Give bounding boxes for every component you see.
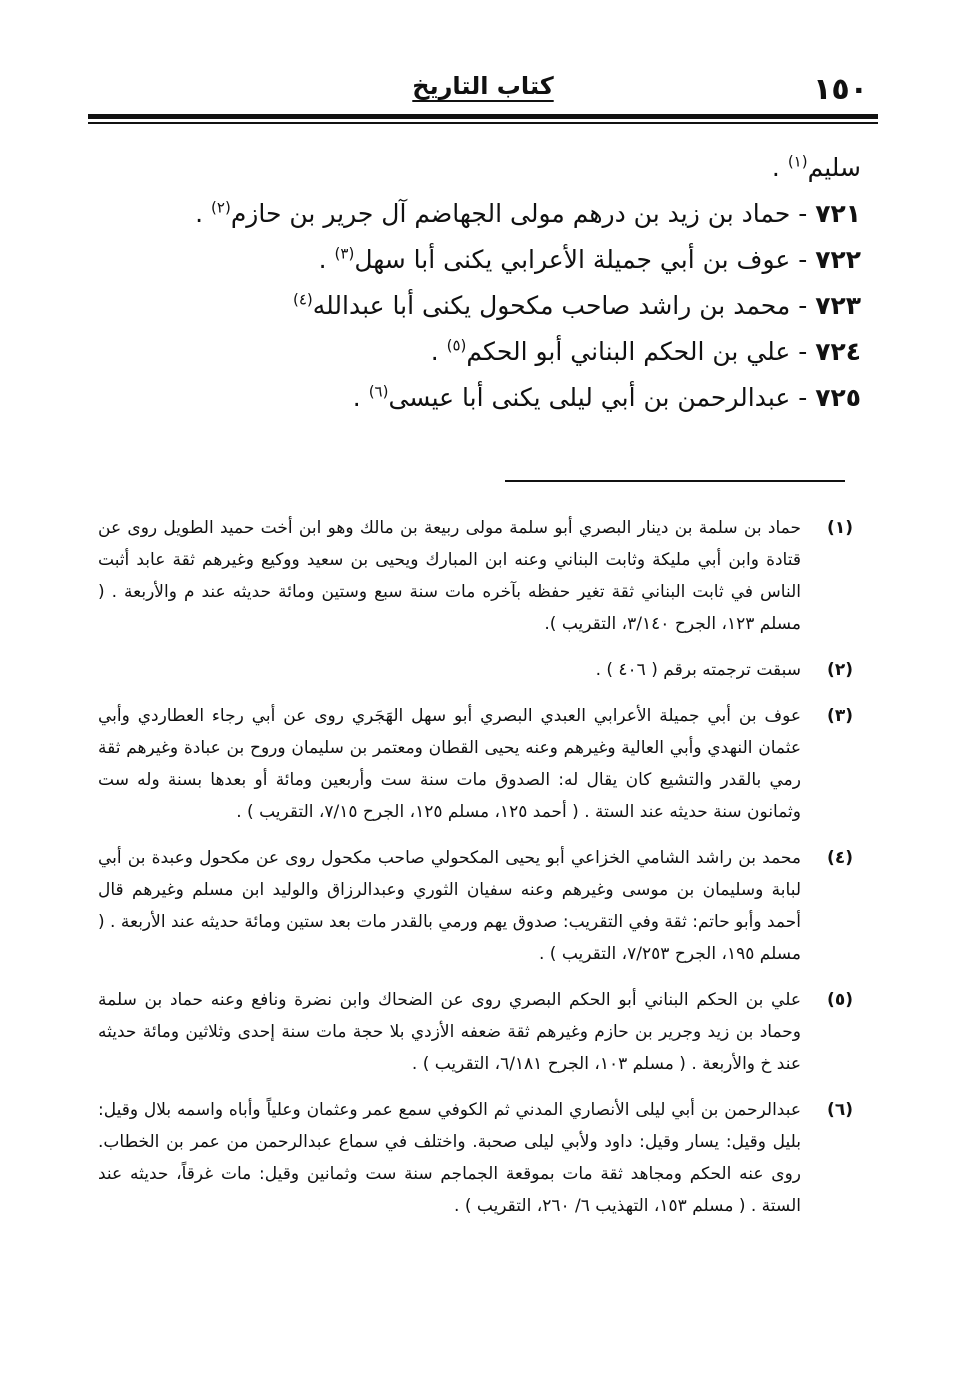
entry-number: ٧٢١ [815,199,861,228]
page-header [88,68,878,118]
footnote-ref: (١) [787,152,808,171]
entry-725 [161,375,861,421]
footnote-ref: (٥) [446,336,467,355]
footnote-2 [98,654,853,686]
header-rule [88,114,878,119]
entry-number: ٧٢٣ [815,291,861,320]
entry-tail: . [195,199,212,228]
entry-text: - محمد بن راشد صاحب مكحول يكنى أبا عبدالله [312,291,816,320]
entry-text: - حماد بن زيد بن درهم مولى الجهاضم آل جرير بن حازم [230,199,816,228]
footnote-ref: (٢) [211,198,231,217]
entry-text: سليم [807,153,861,182]
header-rule-thin [88,122,878,124]
entry-number: ٧٢٥ [815,383,861,412]
footnote-ref: (٣) [334,244,355,263]
entry-text: - عبدالرحمن بن أبي ليلى يكنى أبا عيسى [388,383,816,412]
footnote-marker: (٦) [827,1100,853,1120]
footnote-marker: (٥) [827,990,853,1010]
footnote-text: محمد بن راشد الشامي الخزاعي أبو يحيى المكحولي صاحب مكحول روى عن مكحول وعبدة بن أبي لبابة وسليمان بن موسى وغيرهم وعنه سفيان الثوري وعبدالرزاق والوليد ابن مسلم وغيرهم قال أحمد وأبو حاتم: ثقة وفي التقريب: صدوق يهم ورمي بالقدر مات بعد ستين ومائة حديثه عند الأربعة . ( مسلم ١٩٥، الجرح ٧/٢٥٣، التقريب ) . [98,848,801,964]
entry-723 [161,283,861,329]
footnote-ref: (٦) [368,382,389,401]
entry-tail: . [318,245,335,274]
footnote-marker: (٤) [827,848,853,868]
footnote-text: سبقت ترجمته برقم ( ٤٠٦ ) . [595,660,801,680]
footnote-separator [505,480,845,482]
entry-text: - علي بن الحكم البناني أبو الحكم [466,337,816,366]
footnote-3 [98,700,853,828]
footnote-1 [98,512,853,640]
entry-tail: . [771,153,788,182]
running-title: كتاب التاريخ [412,72,554,100]
footnote-text: عوف بن أبي جميلة الأعرابي العبدي البصري أبو سهل الهَجَري روى عن أبي رجاء العطاردي وأبي عثمان النهدي وأبي العالية وغيرهم وعنه يحيى القطان ومعتمر بن سليمان وروح بن عبادة وغيرهم ثقة رمي بالقدر والتشيع كان يقال له: الصدوق مات سنة ست وأربعين ومائة أو بعدها بسنة وله ست وثمانون سنة حديثه عند الستة . ( أحمد ١٢٥، مسلم ١٢٥، الجرح ٧/١٥، التقريب ) . [98,706,801,822]
footnote-text: عبدالرحمن بن أبي ليلى الأنصاري المدني ثم الكوفي سمع عمر وعثمان وعلياً وأباه واسمه بلال وقيل: بليل وقيل: يسار وقيل: داود ولأبي ليلى صحبة. واختلف في سماع عبدالرحمن من عمر بن الخطاب. روى عنه الحكم ومجاهد ثقة مات بموقعة الجماجم سنة ست وثمانين وقيل: مات غرقاً، حديثه عند الستة . ( مسلم ١٥٣، التهذيب ٦/ ٢٦٠، التقريب ) . [98,1100,801,1216]
entry-continuation [161,145,861,191]
footnote-5 [98,984,853,1080]
entry-722 [161,237,861,283]
footnote-marker: (٣) [827,706,853,726]
footnote-ref: (٤) [292,290,313,309]
page-number: ١٥٠ [813,72,868,107]
entry-tail: . [352,383,369,412]
entry-text: - عوف بن أبي جميلة الأعرابي يكنى أبا سهل [354,245,816,274]
entries-list [161,145,861,421]
footnote-marker: (١) [827,518,853,538]
entry-tail: . [430,337,447,366]
footnote-text: حماد بن سلمة بن دينار البصري أبو سلمة مولى ربيعة بن مالك وهو ابن أخت حميد الطويل روى عن قتادة وابن أبي مليكة وثابت البناني وعنه ابن المبارك ويحيى بن سعيد ووكيع وغيرهم ثقة عابد أثبت الناس في ثابت البناني ثقة تغير حفظه بآخره مات سنة سبع وستين ومائة حديثه عند م والأربعة . ( مسلم ١٢٣، الجرح ٣/١٤٠، التقريب ). [98,518,801,634]
entry-number: ٧٢٤ [815,337,861,366]
entry-721 [161,191,861,237]
footnote-marker: (٢) [827,660,853,680]
footnotes [98,512,853,1236]
entry-number: ٧٢٢ [815,245,861,274]
footnote-text: علي بن الحكم البناني أبو الحكم البصري روى عن الضحاك وابن نضرة ونافع وعنه حماد بن سلمة وحماد بن زيد وجرير بن حازم وغيرهم ثقة ضعفه الأزدي بلا حجة مات سنة إحدى وثلاثين ومائة حديثه عند خ والأربعة . ( مسلم ١٠٣، الجرح ٦/١٨١، التقريب ) . [98,990,801,1074]
entry-724 [161,329,861,375]
footnote-6 [98,1094,853,1222]
footnote-4 [98,842,853,970]
